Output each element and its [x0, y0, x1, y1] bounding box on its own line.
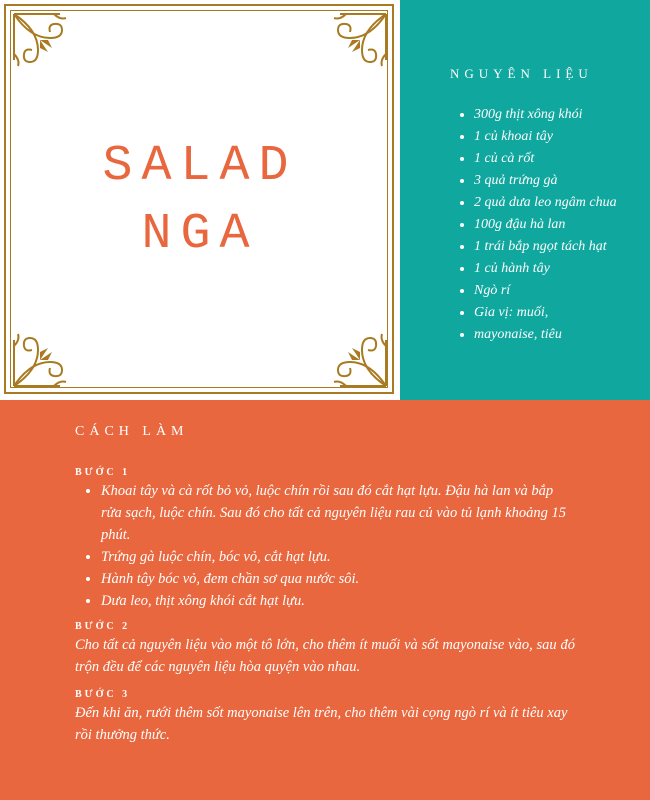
step1-item: • Khoai tây và cà rốt bỏ vỏ, luộc chín rồi sau đó cắt hạt lựu. Đậu hà lan và bắp rửa sạch, luộc chín. Sau đó cho tất cả nguyên liệu rau củ vào tủ lạnh khoảng 15 phút.	[101, 480, 575, 546]
ingredients-panel	[400, 0, 650, 400]
ingredient-item: • 1 củ khoai tây	[474, 126, 650, 148]
ingredient-item: • Ngò rí	[474, 280, 650, 302]
method-heading: CÁCH LÀM	[75, 424, 189, 439]
ingredient-item: • Gia vị: muối,	[474, 302, 650, 324]
corner-ornament-icon	[10, 320, 80, 390]
ingredient-item: • 2 quả dưa leo ngâm chua	[474, 192, 650, 214]
step2-title: BƯỚC 2	[75, 621, 131, 632]
recipe-title-line2: NGA	[141, 206, 259, 263]
step1-item: • Trứng gà luộc chín, bóc vỏ, cắt hạt lựu.	[101, 546, 575, 568]
ingredients-heading: NGUYÊN LIỆU	[450, 66, 593, 81]
ingredient-item: • 1 củ hành tây	[474, 258, 650, 280]
step3-text: Đến khi ăn, rưới thêm sốt mayonaise lên trên, cho thêm vài cọng ngò rí và ít tiêu xay rồi thưởng thức.	[75, 705, 568, 743]
recipe-title-line1: SALAD	[102, 138, 298, 195]
title-panel	[0, 0, 400, 400]
ingredient-item: • 3 quả trứng gà	[474, 170, 650, 192]
step1-title: BƯỚC 1	[75, 467, 131, 478]
method-panel	[0, 400, 650, 800]
step1-item: • Dưa leo, thịt xông khói cắt hạt lựu.	[101, 590, 575, 612]
step2-text: Cho tất cả nguyên liệu vào một tô lớn, cho thêm ít muối và sốt mayonaise vào, sau đó trộn đều để các nguyên liệu hòa quyện vào nhau.	[75, 637, 575, 675]
ingredient-item: • 300g thịt xông khói	[474, 104, 650, 126]
step1-list	[75, 480, 575, 612]
step3-title: BƯỚC 3	[75, 689, 131, 700]
ingredients-list	[452, 104, 650, 346]
method-content	[75, 466, 575, 756]
ingredient-item: • 1 củ cà rốt	[474, 148, 650, 170]
step1-item: • Hành tây bóc vỏ, đem chần sơ qua nước sôi.	[101, 568, 575, 590]
corner-ornament-icon	[10, 10, 80, 80]
ingredient-item: • mayonaise, tiêu	[474, 324, 650, 346]
corner-ornament-icon	[320, 10, 390, 80]
ingredient-item: • 1 trái bắp ngọt tách hạt	[474, 236, 650, 258]
ingredient-item: • 100g đậu hà lan	[474, 214, 650, 236]
corner-ornament-icon	[320, 320, 390, 390]
